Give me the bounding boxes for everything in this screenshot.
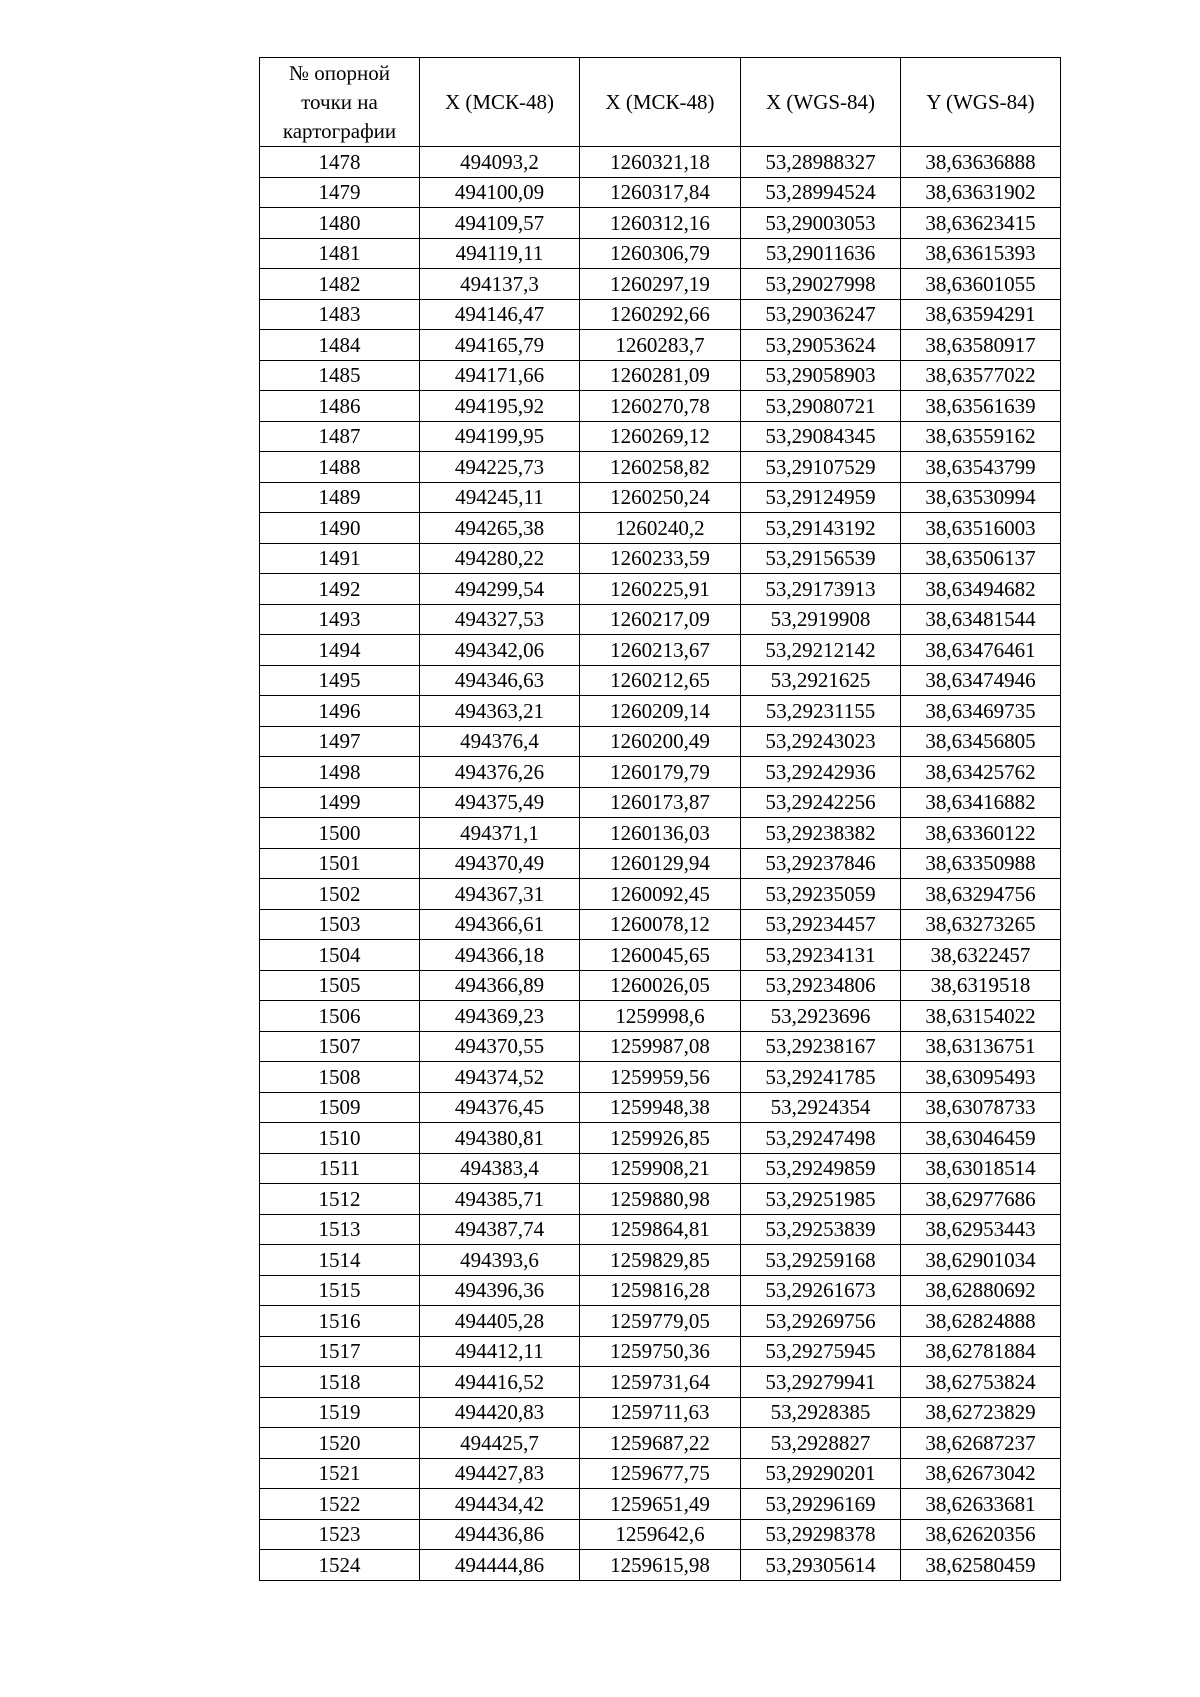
cell-x-msk48-2: 1260209,14 [580,696,741,727]
cell-x-wgs84: 53,29107529 [741,452,901,483]
cell-x-wgs84: 53,2928827 [741,1428,901,1459]
cell-y-wgs84: 38,62781884 [901,1336,1061,1367]
table-row [260,574,1061,605]
header-x-wgs84: X (WGS-84) [741,58,901,147]
table-row [260,1062,1061,1093]
cell-x-msk48-2: 1260078,12 [580,909,741,940]
cell-x-msk48-1: 494374,52 [420,1062,580,1093]
table-row [260,848,1061,879]
table-row [260,909,1061,940]
cell-y-wgs84: 38,63095493 [901,1062,1061,1093]
cell-x-wgs84: 53,29173913 [741,574,901,605]
cell-x-msk48-2: 1259987,08 [580,1031,741,1062]
cell-x-msk48-2: 1260306,79 [580,238,741,269]
cell-x-msk48-1: 494375,49 [420,787,580,818]
cell-y-wgs84: 38,63530994 [901,482,1061,513]
cell-y-wgs84: 38,62633681 [901,1489,1061,1520]
cell-point-number: 1507 [260,1031,420,1062]
cell-x-msk48-1: 494195,92 [420,391,580,422]
cell-x-msk48-2: 1259908,21 [580,1153,741,1184]
cell-x-msk48-1: 494146,47 [420,299,580,330]
cell-point-number: 1522 [260,1489,420,1520]
cell-x-msk48-1: 494396,36 [420,1275,580,1306]
cell-x-wgs84: 53,2928385 [741,1397,901,1428]
cell-x-msk48-2: 1260269,12 [580,421,741,452]
cell-x-msk48-2: 1260217,09 [580,604,741,635]
cell-y-wgs84: 38,62824888 [901,1306,1061,1337]
header-row [260,58,1061,147]
cell-x-msk48-2: 1260297,19 [580,269,741,300]
cell-x-wgs84: 53,29156539 [741,543,901,574]
cell-x-msk48-1: 494367,31 [420,879,580,910]
cell-y-wgs84: 38,63425762 [901,757,1061,788]
coordinates-table [259,57,1061,1581]
table-row [260,421,1061,452]
cell-x-wgs84: 53,2923696 [741,1001,901,1032]
cell-x-wgs84: 53,29261673 [741,1275,901,1306]
header-y-wgs84: Y (WGS-84) [901,58,1061,147]
cell-x-msk48-2: 1260213,67 [580,635,741,666]
cell-y-wgs84: 38,63474946 [901,665,1061,696]
table-row [260,1428,1061,1459]
cell-x-msk48-1: 494225,73 [420,452,580,483]
cell-x-msk48-2: 1259816,28 [580,1275,741,1306]
cell-x-msk48-2: 1260092,45 [580,879,741,910]
cell-x-wgs84: 53,29243023 [741,726,901,757]
cell-x-msk48-2: 1260317,84 [580,177,741,208]
cell-x-msk48-1: 494119,11 [420,238,580,269]
cell-x-msk48-1: 494366,18 [420,940,580,971]
cell-x-wgs84: 53,29275945 [741,1336,901,1367]
table-row [260,970,1061,1001]
cell-y-wgs84: 38,63273265 [901,909,1061,940]
cell-x-msk48-1: 494366,61 [420,909,580,940]
table-row [260,940,1061,971]
cell-point-number: 1512 [260,1184,420,1215]
cell-x-msk48-2: 1260321,18 [580,147,741,178]
cell-point-number: 1495 [260,665,420,696]
cell-point-number: 1508 [260,1062,420,1093]
cell-x-msk48-2: 1259677,75 [580,1458,741,1489]
table-row [260,604,1061,635]
cell-point-number: 1488 [260,452,420,483]
cell-x-wgs84: 53,29234131 [741,940,901,971]
header-x-msk48-1: X (МСК-48) [420,58,580,147]
table-row [260,269,1061,300]
table-row [260,1519,1061,1550]
cell-x-wgs84: 53,29235059 [741,879,901,910]
cell-x-wgs84: 53,29238382 [741,818,901,849]
cell-point-number: 1516 [260,1306,420,1337]
cell-x-wgs84: 53,29279941 [741,1367,901,1398]
cell-x-msk48-1: 494327,53 [420,604,580,635]
cell-point-number: 1497 [260,726,420,757]
cell-y-wgs84: 38,63561639 [901,391,1061,422]
cell-x-wgs84: 53,29249859 [741,1153,901,1184]
cell-y-wgs84: 38,62753824 [901,1367,1061,1398]
cell-y-wgs84: 38,62620356 [901,1519,1061,1550]
cell-point-number: 1480 [260,208,420,239]
cell-point-number: 1478 [260,147,420,178]
cell-x-msk48-1: 494171,66 [420,360,580,391]
cell-y-wgs84: 38,63360122 [901,818,1061,849]
table-row [260,360,1061,391]
cell-x-wgs84: 53,29237846 [741,848,901,879]
cell-y-wgs84: 38,63516003 [901,513,1061,544]
cell-x-wgs84: 53,29212142 [741,635,901,666]
cell-point-number: 1517 [260,1336,420,1367]
cell-x-msk48-2: 1260212,65 [580,665,741,696]
cell-x-msk48-2: 1259864,81 [580,1214,741,1245]
cell-point-number: 1521 [260,1458,420,1489]
cell-x-msk48-2: 1259687,22 [580,1428,741,1459]
cell-x-msk48-2: 1260258,82 [580,452,741,483]
cell-x-msk48-1: 494376,4 [420,726,580,757]
cell-y-wgs84: 38,6319518 [901,970,1061,1001]
cell-x-msk48-1: 494444,86 [420,1550,580,1581]
cell-x-msk48-2: 1259829,85 [580,1245,741,1276]
cell-y-wgs84: 38,63559162 [901,421,1061,452]
cell-x-wgs84: 53,2921625 [741,665,901,696]
cell-x-msk48-1: 494366,89 [420,970,580,1001]
cell-x-msk48-1: 494137,3 [420,269,580,300]
cell-y-wgs84: 38,63601055 [901,269,1061,300]
cell-y-wgs84: 38,62953443 [901,1214,1061,1245]
table-row [260,1214,1061,1245]
cell-y-wgs84: 38,63636888 [901,147,1061,178]
table-row [260,543,1061,574]
cell-x-msk48-1: 494420,83 [420,1397,580,1428]
cell-point-number: 1499 [260,787,420,818]
cell-x-msk48-1: 494299,54 [420,574,580,605]
cell-point-number: 1520 [260,1428,420,1459]
table-row [260,1245,1061,1276]
cell-y-wgs84: 38,63481544 [901,604,1061,635]
cell-x-msk48-1: 494165,79 [420,330,580,361]
cell-point-number: 1485 [260,360,420,391]
cell-y-wgs84: 38,63154022 [901,1001,1061,1032]
table-row [260,757,1061,788]
cell-y-wgs84: 38,62673042 [901,1458,1061,1489]
cell-x-msk48-1: 494376,26 [420,757,580,788]
table-row [260,635,1061,666]
cell-x-msk48-1: 494265,38 [420,513,580,544]
cell-x-msk48-1: 494434,42 [420,1489,580,1520]
cell-y-wgs84: 38,63580917 [901,330,1061,361]
cell-x-msk48-2: 1260270,78 [580,391,741,422]
cell-point-number: 1505 [260,970,420,1001]
cell-x-msk48-1: 494385,71 [420,1184,580,1215]
cell-x-msk48-1: 494370,55 [420,1031,580,1062]
cell-x-msk48-1: 494093,2 [420,147,580,178]
cell-point-number: 1489 [260,482,420,513]
cell-x-msk48-1: 494346,63 [420,665,580,696]
cell-y-wgs84: 38,62687237 [901,1428,1061,1459]
table-row [260,1489,1061,1520]
cell-x-wgs84: 53,2919908 [741,604,901,635]
table-row [260,1031,1061,1062]
cell-x-wgs84: 53,29234806 [741,970,901,1001]
cell-x-wgs84: 53,29036247 [741,299,901,330]
table-row [260,1336,1061,1367]
cell-x-msk48-1: 494245,11 [420,482,580,513]
cell-point-number: 1496 [260,696,420,727]
cell-x-msk48-2: 1259750,36 [580,1336,741,1367]
table-row [260,818,1061,849]
table-row [260,299,1061,330]
cell-x-msk48-1: 494376,45 [420,1092,580,1123]
cell-x-wgs84: 53,28988327 [741,147,901,178]
cell-x-wgs84: 53,29247498 [741,1123,901,1154]
cell-point-number: 1513 [260,1214,420,1245]
cell-x-msk48-1: 494436,86 [420,1519,580,1550]
cell-x-msk48-2: 1260200,49 [580,726,741,757]
cell-point-number: 1515 [260,1275,420,1306]
cell-x-wgs84: 53,29234457 [741,909,901,940]
table-row [260,1001,1061,1032]
cell-point-number: 1500 [260,818,420,849]
cell-x-msk48-2: 1260281,09 [580,360,741,391]
cell-y-wgs84: 38,63416882 [901,787,1061,818]
cell-x-wgs84: 53,29143192 [741,513,901,544]
cell-x-wgs84: 53,29080721 [741,391,901,422]
cell-x-wgs84: 53,28994524 [741,177,901,208]
cell-x-wgs84: 53,29251985 [741,1184,901,1215]
table-row [260,452,1061,483]
cell-x-msk48-2: 1260233,59 [580,543,741,574]
cell-x-msk48-2: 1259779,05 [580,1306,741,1337]
table-body [260,147,1061,1581]
table-row [260,1275,1061,1306]
cell-x-wgs84: 53,29027998 [741,269,901,300]
cell-point-number: 1487 [260,421,420,452]
cell-x-msk48-1: 494109,57 [420,208,580,239]
table-row [260,482,1061,513]
cell-point-number: 1491 [260,543,420,574]
cell-x-msk48-2: 1260136,03 [580,818,741,849]
cell-x-wgs84: 53,29242256 [741,787,901,818]
cell-y-wgs84: 38,63543799 [901,452,1061,483]
cell-x-msk48-1: 494425,7 [420,1428,580,1459]
cell-y-wgs84: 38,63577022 [901,360,1061,391]
cell-point-number: 1502 [260,879,420,910]
table-row [260,1123,1061,1154]
cell-x-msk48-2: 1260283,7 [580,330,741,361]
cell-x-msk48-2: 1260026,05 [580,970,741,1001]
cell-y-wgs84: 38,6322457 [901,940,1061,971]
cell-y-wgs84: 38,63623415 [901,208,1061,239]
table-row [260,787,1061,818]
cell-point-number: 1492 [260,574,420,605]
table-row [260,1397,1061,1428]
cell-y-wgs84: 38,63046459 [901,1123,1061,1154]
table-row [260,208,1061,239]
cell-x-msk48-2: 1259731,64 [580,1367,741,1398]
cell-x-msk48-1: 494363,21 [420,696,580,727]
cell-x-msk48-1: 494369,23 [420,1001,580,1032]
cell-x-msk48-1: 494280,22 [420,543,580,574]
cell-x-msk48-2: 1259615,98 [580,1550,741,1581]
table-row [260,665,1061,696]
cell-x-wgs84: 53,29290201 [741,1458,901,1489]
cell-x-wgs84: 53,29011636 [741,238,901,269]
cell-point-number: 1498 [260,757,420,788]
cell-y-wgs84: 38,63631902 [901,177,1061,208]
cell-point-number: 1486 [260,391,420,422]
cell-y-wgs84: 38,63476461 [901,635,1061,666]
cell-y-wgs84: 38,62901034 [901,1245,1061,1276]
cell-point-number: 1511 [260,1153,420,1184]
cell-x-wgs84: 53,29003053 [741,208,901,239]
cell-x-msk48-1: 494371,1 [420,818,580,849]
cell-x-wgs84: 53,29231155 [741,696,901,727]
cell-y-wgs84: 38,63294756 [901,879,1061,910]
cell-x-msk48-2: 1260312,16 [580,208,741,239]
cell-y-wgs84: 38,63350988 [901,848,1061,879]
cell-x-msk48-2: 1260179,79 [580,757,741,788]
cell-x-msk48-2: 1260173,87 [580,787,741,818]
cell-y-wgs84: 38,63615393 [901,238,1061,269]
cell-x-msk48-2: 1259959,56 [580,1062,741,1093]
cell-x-wgs84: 53,29238167 [741,1031,901,1062]
cell-x-wgs84: 53,29305614 [741,1550,901,1581]
cell-x-wgs84: 53,29241785 [741,1062,901,1093]
cell-x-msk48-2: 1260045,65 [580,940,741,971]
cell-y-wgs84: 38,63136751 [901,1031,1061,1062]
table-row [260,1550,1061,1581]
cell-point-number: 1514 [260,1245,420,1276]
table-row [260,177,1061,208]
cell-point-number: 1509 [260,1092,420,1123]
table-row [260,330,1061,361]
cell-x-msk48-2: 1259998,6 [580,1001,741,1032]
cell-point-number: 1524 [260,1550,420,1581]
cell-x-wgs84: 53,29298378 [741,1519,901,1550]
cell-point-number: 1479 [260,177,420,208]
cell-point-number: 1501 [260,848,420,879]
cell-x-wgs84: 53,2924354 [741,1092,901,1123]
cell-y-wgs84: 38,62977686 [901,1184,1061,1215]
cell-x-msk48-2: 1259642,6 [580,1519,741,1550]
cell-x-msk48-2: 1260292,66 [580,299,741,330]
cell-x-msk48-2: 1260225,91 [580,574,741,605]
cell-x-wgs84: 53,29058903 [741,360,901,391]
table-row [260,147,1061,178]
cell-x-msk48-1: 494416,52 [420,1367,580,1398]
header-x-msk48-2: X (МСК-48) [580,58,741,147]
cell-point-number: 1506 [260,1001,420,1032]
cell-point-number: 1523 [260,1519,420,1550]
cell-x-msk48-1: 494387,74 [420,1214,580,1245]
cell-point-number: 1518 [260,1367,420,1398]
table-row [260,1184,1061,1215]
cell-x-wgs84: 53,29242936 [741,757,901,788]
cell-y-wgs84: 38,62580459 [901,1550,1061,1581]
cell-x-msk48-2: 1259711,63 [580,1397,741,1428]
cell-x-msk48-2: 1260240,2 [580,513,741,544]
cell-x-msk48-2: 1260250,24 [580,482,741,513]
cell-point-number: 1482 [260,269,420,300]
table-row [260,513,1061,544]
cell-x-msk48-2: 1259880,98 [580,1184,741,1215]
table-row [260,726,1061,757]
table-row [260,1306,1061,1337]
cell-x-wgs84: 53,29253839 [741,1214,901,1245]
cell-x-wgs84: 53,29269756 [741,1306,901,1337]
cell-point-number: 1490 [260,513,420,544]
cell-x-msk48-1: 494383,4 [420,1153,580,1184]
table-row [260,238,1061,269]
cell-x-msk48-2: 1260129,94 [580,848,741,879]
cell-x-msk48-2: 1259948,38 [580,1092,741,1123]
table-row [260,1367,1061,1398]
cell-y-wgs84: 38,63494682 [901,574,1061,605]
table-row [260,391,1061,422]
cell-x-wgs84: 53,29053624 [741,330,901,361]
cell-x-msk48-1: 494393,6 [420,1245,580,1276]
cell-point-number: 1493 [260,604,420,635]
cell-x-msk48-1: 494427,83 [420,1458,580,1489]
cell-x-msk48-1: 494342,06 [420,635,580,666]
cell-x-wgs84: 53,29084345 [741,421,901,452]
cell-y-wgs84: 38,63506137 [901,543,1061,574]
cell-x-msk48-1: 494412,11 [420,1336,580,1367]
table-row [260,1153,1061,1184]
cell-point-number: 1510 [260,1123,420,1154]
cell-point-number: 1484 [260,330,420,361]
cell-y-wgs84: 38,63078733 [901,1092,1061,1123]
cell-y-wgs84: 38,62723829 [901,1397,1061,1428]
cell-y-wgs84: 38,63456805 [901,726,1061,757]
header-point-number: № опорной точки на картографии [260,58,420,147]
cell-x-wgs84: 53,29259168 [741,1245,901,1276]
cell-x-msk48-1: 494199,95 [420,421,580,452]
cell-point-number: 1494 [260,635,420,666]
cell-x-msk48-1: 494100,09 [420,177,580,208]
cell-y-wgs84: 38,63469735 [901,696,1061,727]
cell-x-msk48-1: 494370,49 [420,848,580,879]
cell-point-number: 1503 [260,909,420,940]
cell-point-number: 1504 [260,940,420,971]
cell-point-number: 1483 [260,299,420,330]
cell-x-msk48-1: 494380,81 [420,1123,580,1154]
table-row [260,1458,1061,1489]
cell-y-wgs84: 38,62880692 [901,1275,1061,1306]
cell-point-number: 1519 [260,1397,420,1428]
cell-x-wgs84: 53,29296169 [741,1489,901,1520]
cell-x-wgs84: 53,29124959 [741,482,901,513]
cell-x-msk48-2: 1259926,85 [580,1123,741,1154]
cell-y-wgs84: 38,63018514 [901,1153,1061,1184]
cell-point-number: 1481 [260,238,420,269]
cell-x-msk48-2: 1259651,49 [580,1489,741,1520]
table-row [260,879,1061,910]
table-row [260,1092,1061,1123]
table-row [260,696,1061,727]
cell-x-msk48-1: 494405,28 [420,1306,580,1337]
table-header [260,58,1061,147]
cell-y-wgs84: 38,63594291 [901,299,1061,330]
